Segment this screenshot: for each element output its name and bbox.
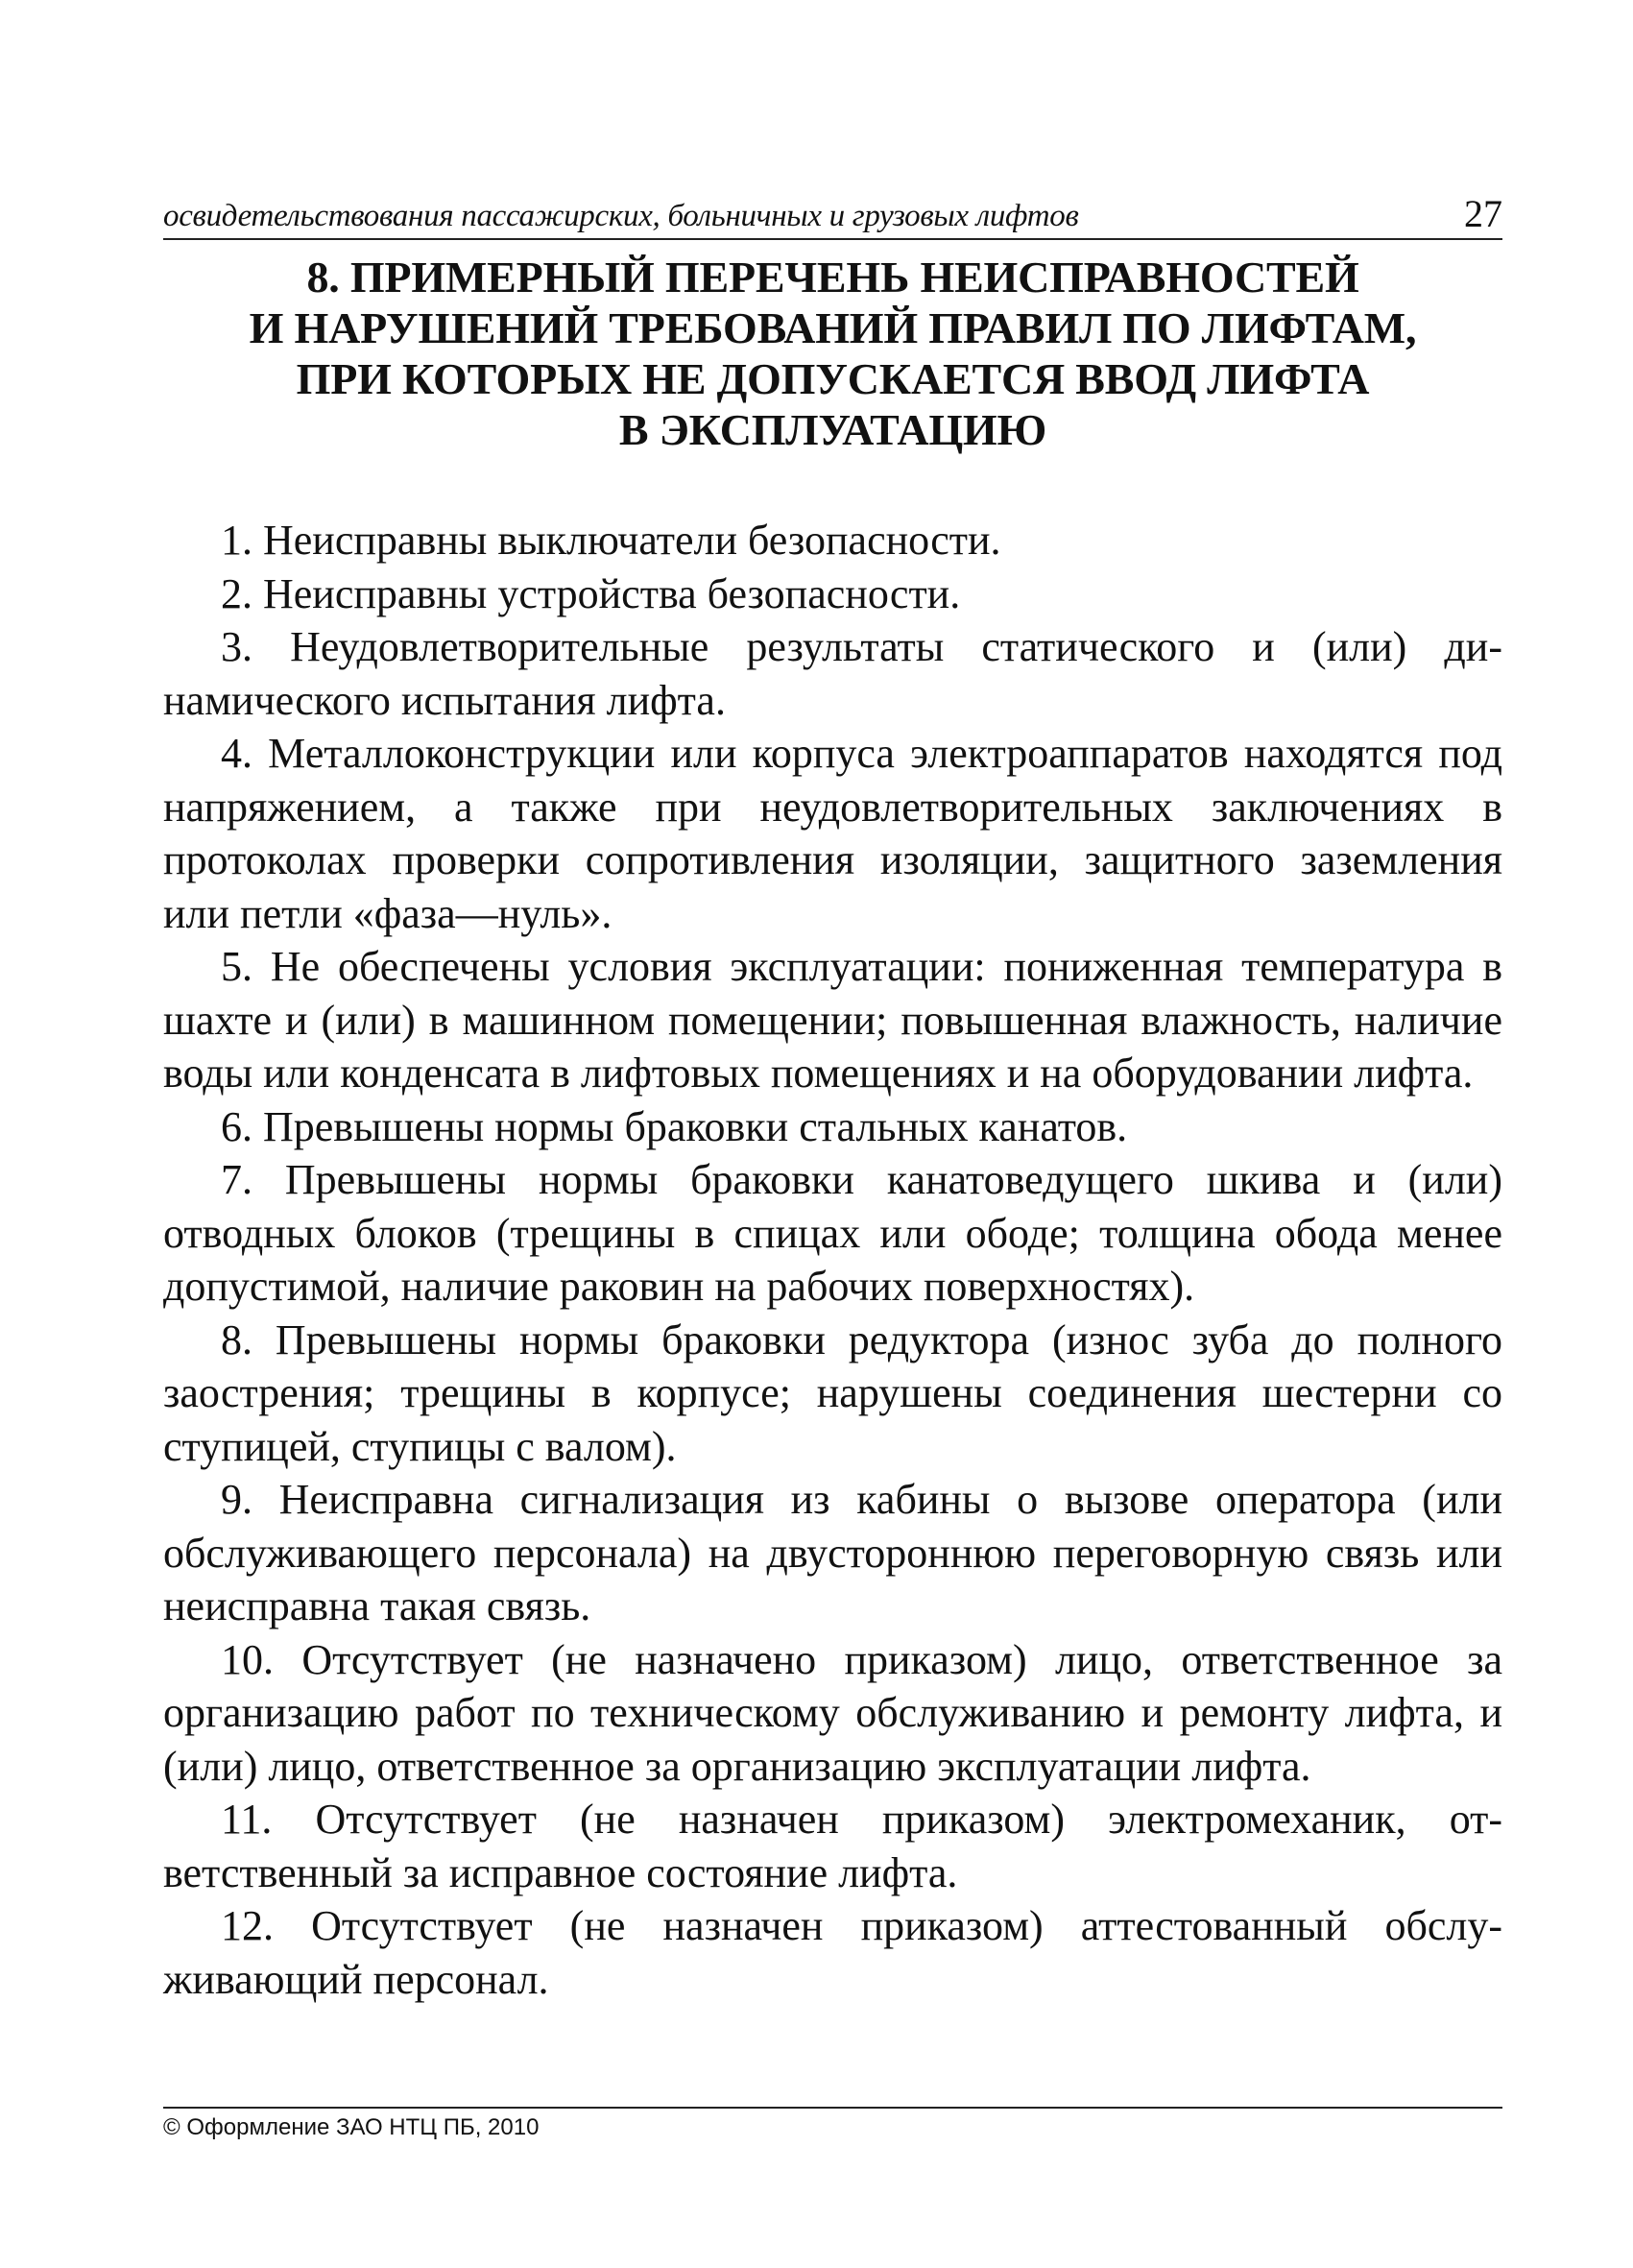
page-number: 27 xyxy=(1464,192,1502,235)
footer-copyright: © Оформление ЗАО НТЦ ПБ, 2010 xyxy=(163,2114,540,2140)
list-item: 7. Превышены нормы браковки канатоведущего шкива и (или) отводных блоков (трещины в спицах или ободе; толщина обода менее допустимой, наличие раковин на рабочих поверхностях). xyxy=(163,1156,1502,1310)
list-item: 11. Отсутствует (не назначен приказом) электромеханик, ответственный за исправное состояние лифта. xyxy=(163,1796,1502,1896)
section-heading-line: И НАРУШЕНИЙ ТРЕБОВАНИЙ ПРАВИЛ ПО ЛИФТАМ, xyxy=(249,303,1417,352)
section-heading-line: ПРИ КОТОРЫХ НЕ ДОПУСКАЕТСЯ ВВОД ЛИФТА xyxy=(296,354,1370,403)
list-item: 9. Неисправна сигнализация из кабины о вызове оператора (или обслуживающего персонала) на двустороннюю переговорную связь или неисправна такая связь. xyxy=(163,1476,1502,1629)
running-head xyxy=(163,188,1502,240)
list-item: 5. Не обеспечены условия эксплуатации: пониженная температура в шахте и (или) в машинном помещении; повышенная влажность, наличие воды или конденсата в лифтовых помещениях и на оборудовании лифта. xyxy=(163,943,1502,1097)
list-item: 12. Отсутствует (не назначен приказом) аттестованный обслуживающий персонал. xyxy=(163,1902,1502,2003)
list-item: 2. Неисправны устройства безопасности. xyxy=(221,569,961,617)
list-item: 6. Превышены нормы браковки стальных канатов. xyxy=(221,1102,1128,1150)
section-heading xyxy=(163,252,1502,455)
list-item: 4. Металлоконструкции или корпуса электроаппаратов находятся под напряжением, а также при неудовлетворительных заключениях в протоколах проверки сопротивления изоляции, защитного заземления или петли «фаза—нуль». xyxy=(163,730,1502,937)
section-heading-line: 8. ПРИМЕРНЫЙ ПЕРЕЧЕНЬ НЕИСПРАВНОСТЕЙ xyxy=(306,253,1359,302)
list-item: 8. Превышены нормы браковки редуктора (износ зуба до полного заострения; трещины в корпусе; нарушены соединения шестерни со ступицей, ступицы с валом). xyxy=(163,1315,1502,1470)
running-head-title: освидетельствования пассажирских, больничных и грузовых лифтов xyxy=(163,199,1079,233)
list-item: 3. Неудовлетворительные результаты статического и (или) динамического испытания лифта. xyxy=(163,623,1502,724)
section-heading-line: В ЭКСПЛУАТАЦИЮ xyxy=(618,405,1047,454)
list-item: 10. Отсутствует (не назначено приказом) лицо, ответственное за организацию работ по техническому обслуживанию и ремонту лифта, и (или) лицо, ответственное за организацию эксплуатации лифта. xyxy=(163,1635,1502,1790)
list-item: 1. Неисправны выключатели безопасности. xyxy=(221,517,1001,564)
defects-list xyxy=(163,514,1502,2006)
footer-divider xyxy=(163,2107,1502,2109)
